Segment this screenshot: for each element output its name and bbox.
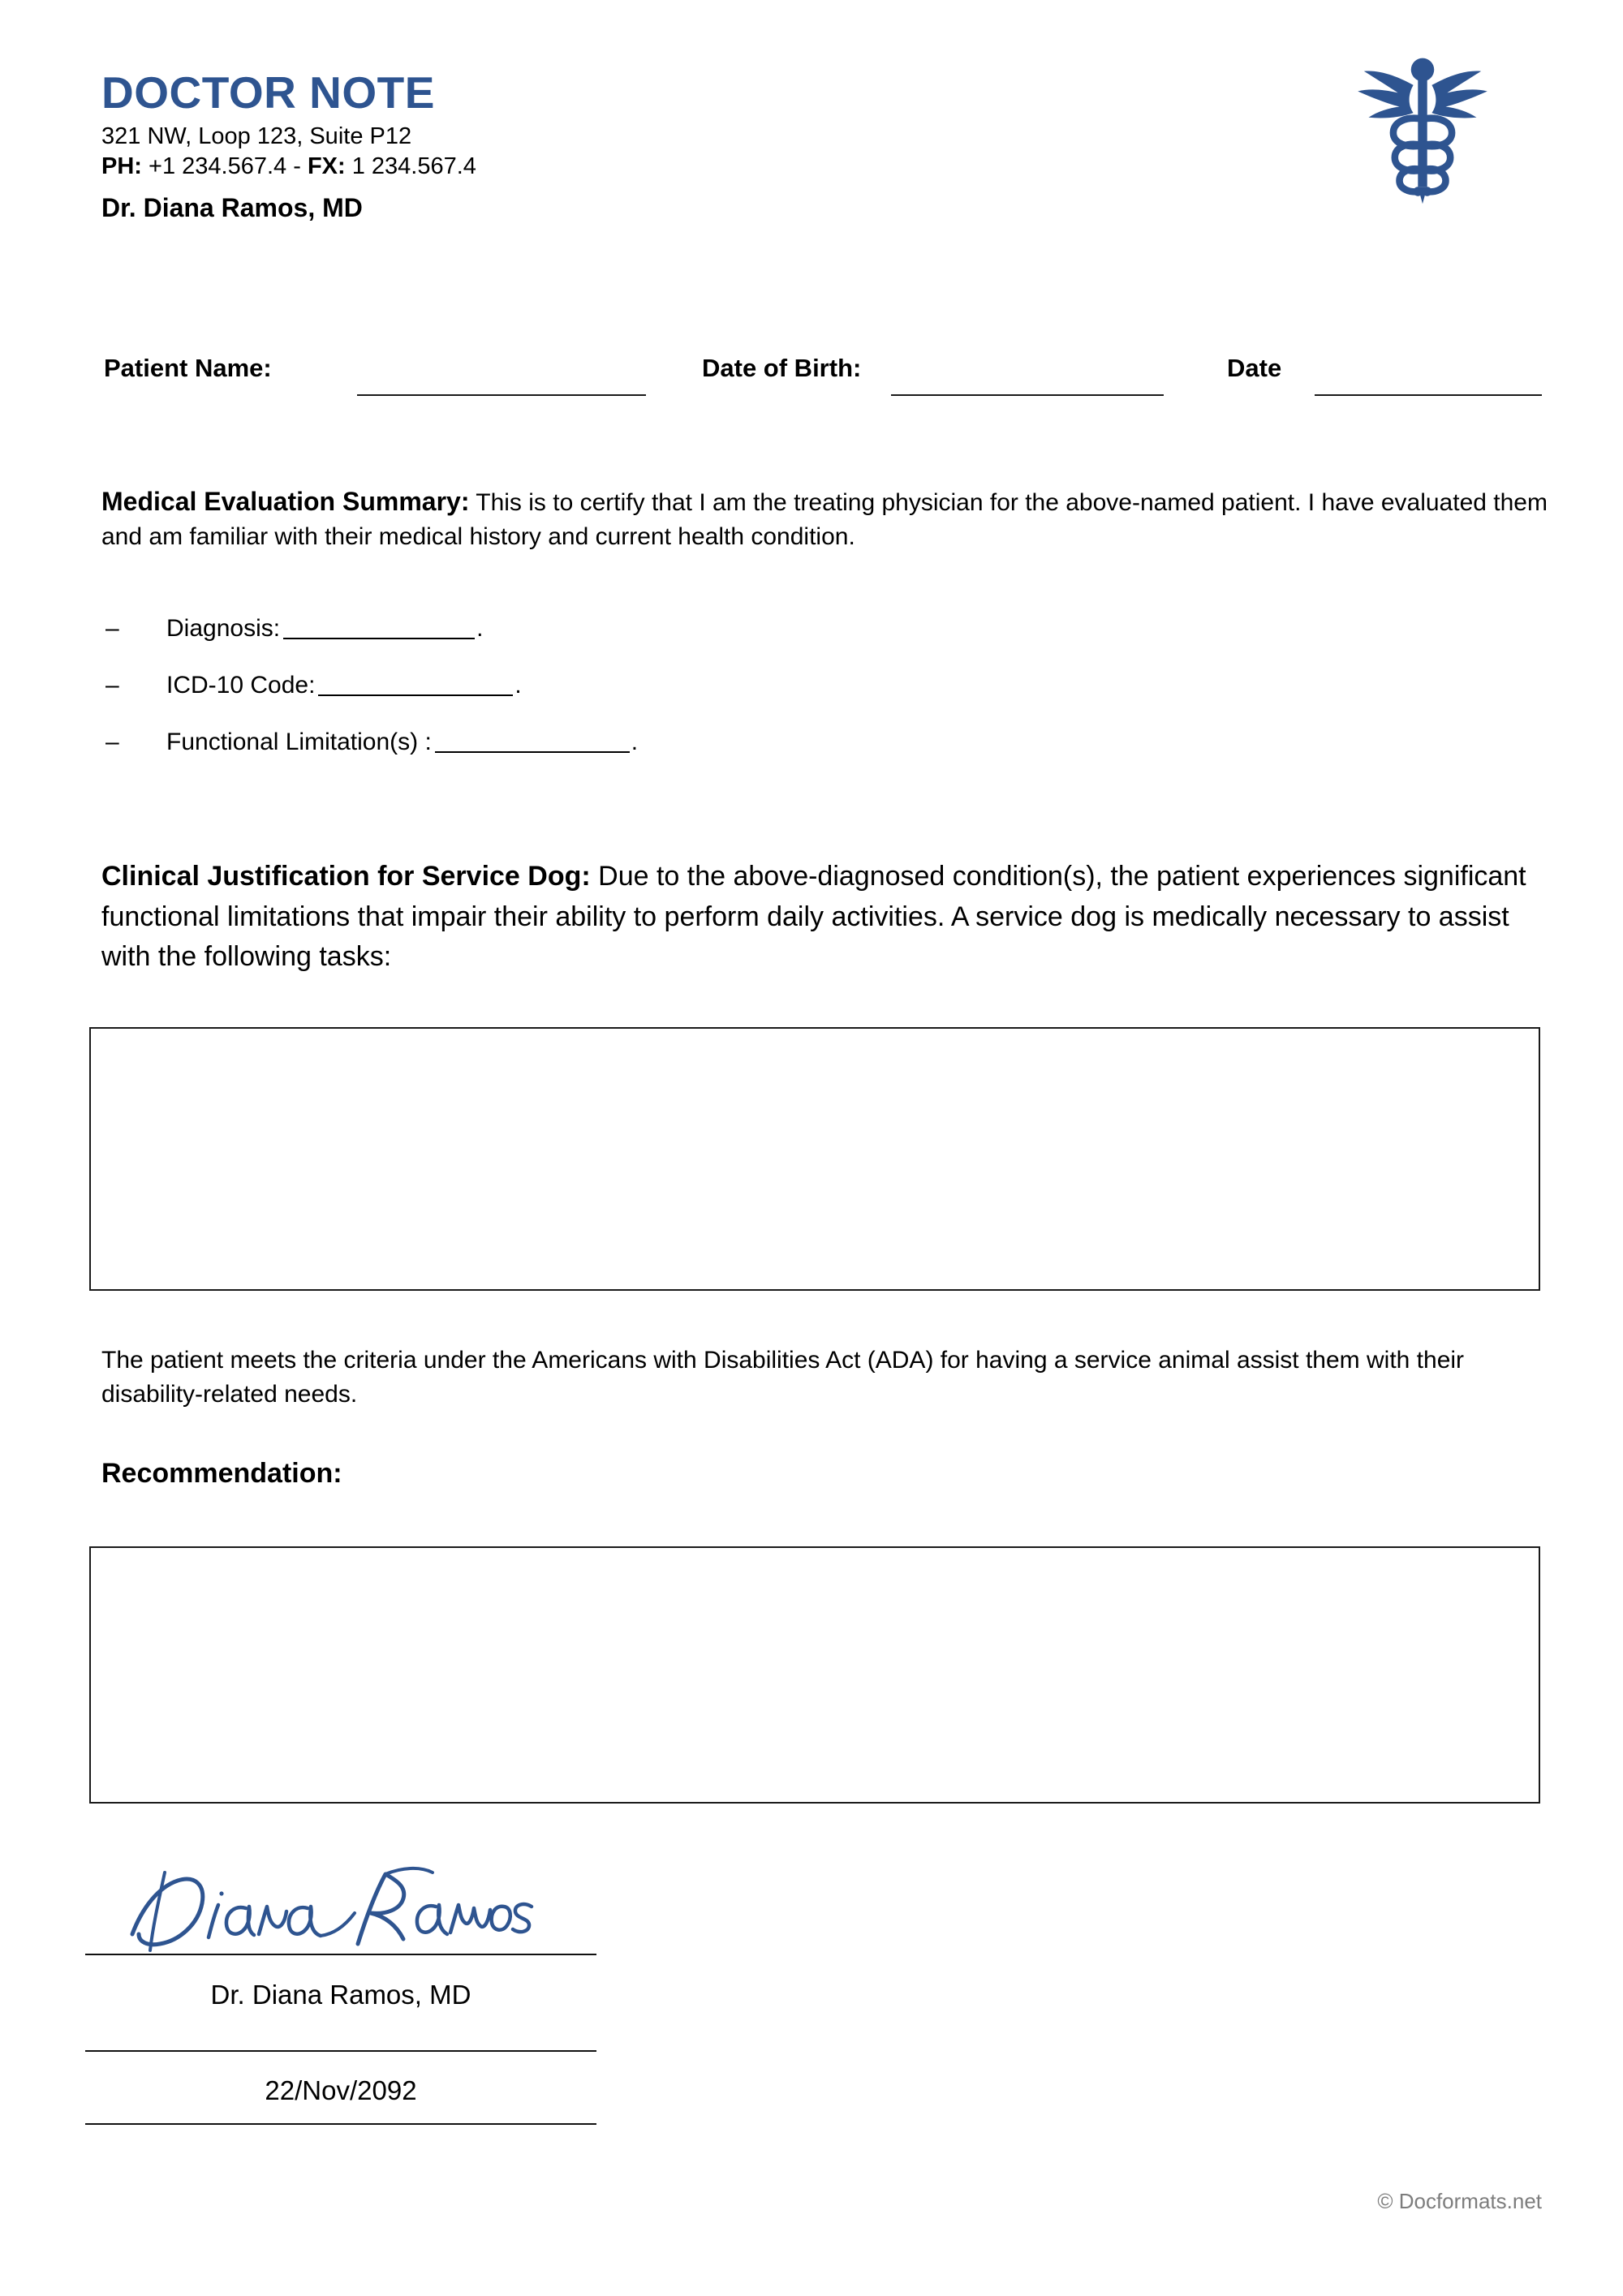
date-input[interactable]: [1315, 394, 1542, 396]
functional-limitation-period: .: [631, 729, 639, 755]
physician-name: Dr. Diana Ramos, MD: [101, 193, 363, 223]
clinical-justification-body: Due to the above-diagnosed condition(s), the patient experiences significant functional limitations that impair their ability to perform daily activities. A service dog is medically necessary to assist with the following tasks:: [101, 861, 1526, 973]
dash-bullet-icon: –: [105, 672, 119, 699]
fax-value: 1 234.567.4: [351, 153, 476, 180]
clinical-justification: [101, 857, 1554, 978]
medical-evaluation-summary: [101, 484, 1554, 554]
list-item: [101, 615, 1319, 672]
signature-name-caption: Dr. Diana Ramos, MD: [210, 1980, 471, 2010]
dash-bullet-icon: –: [105, 615, 119, 642]
signature-date-caption: 22/Nov/2092: [265, 2075, 417, 2105]
recommendation-heading: Recommendation:: [101, 1458, 342, 1489]
icd-code-row: [166, 673, 522, 698]
diagnosis-row: [166, 617, 483, 641]
signature-mark: [118, 1860, 540, 1961]
clinic-address: 321 NW, Loop 123, Suite P12: [101, 123, 412, 149]
signature-date-line[interactable]: [85, 2123, 596, 2125]
clinical-fields-list: [101, 615, 1319, 785]
icd-code-input[interactable]: [318, 673, 513, 696]
icd-code-period: .: [514, 672, 522, 699]
patient-info-row: [0, 347, 1623, 412]
clinical-justification-heading: Clinical Justification for Service Dog:: [101, 861, 591, 892]
tasks-textbox[interactable]: [89, 1027, 1540, 1291]
dash-bullet-icon: –: [105, 729, 119, 755]
list-item: [101, 672, 1319, 729]
summary-body: This is to certify that I am the treating physician for the above-named patient. I have evaluated them and am familiar with their medical history and current health condition.: [101, 489, 1548, 550]
functional-limitation-input[interactable]: [435, 730, 630, 753]
diagnosis-input[interactable]: [283, 617, 475, 639]
ada-criteria-paragraph: The patient meets the criteria under the Americans with Disabilities Act (ADA) for having a service animal assist them with their disability-related needs.: [101, 1347, 1465, 1408]
fax-label: FX:: [307, 153, 346, 180]
recommendation-textbox[interactable]: [89, 1546, 1540, 1804]
functional-limitation-label: Functional Limitation(s) :: [166, 729, 432, 755]
functional-limitation-row: [166, 730, 638, 755]
diagnosis-period: .: [476, 615, 484, 642]
patient-name-input[interactable]: [357, 394, 646, 396]
contact-separator: -: [293, 153, 301, 180]
phone-label: PH:: [101, 153, 142, 180]
caduceus-icon: [1345, 45, 1500, 215]
list-item: [101, 729, 1319, 785]
summary-heading: Medical Evaluation Summary:: [101, 487, 470, 516]
footer-copyright: © Docformats.net: [1377, 2189, 1542, 2213]
date-label: Date: [1227, 354, 1282, 382]
phone-value: +1 234.567.4: [149, 153, 287, 180]
page-title: DOCTOR NOTE: [101, 67, 435, 118]
clinic-contact: [101, 152, 1238, 183]
letterhead: [101, 67, 1238, 227]
date-of-birth-label: Date of Birth:: [702, 354, 862, 382]
signature-line[interactable]: [85, 1954, 596, 1955]
icd-code-label: ICD-10 Code:: [166, 672, 316, 699]
date-of-birth-input[interactable]: [891, 394, 1164, 396]
diagnosis-label: Diagnosis:: [166, 615, 281, 642]
patient-name-label: Patient Name:: [104, 354, 272, 382]
signature-name-line[interactable]: [85, 2050, 596, 2052]
